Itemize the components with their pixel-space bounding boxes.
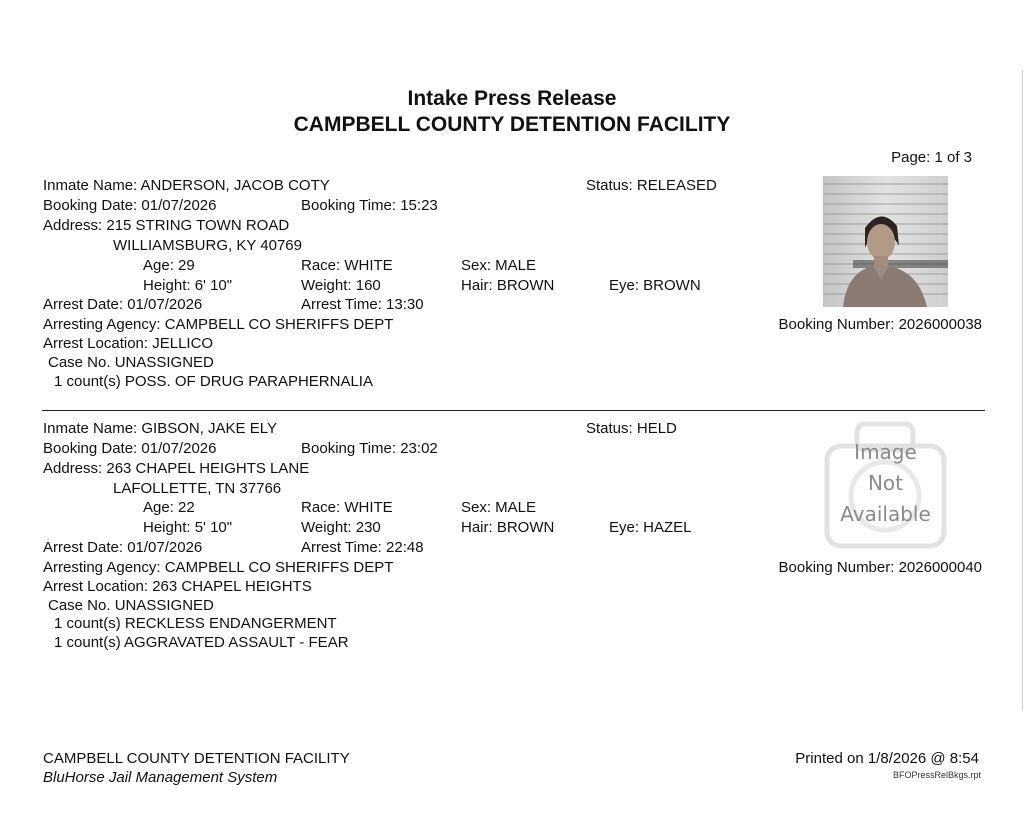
arrest-time: Arrest Time: 22:48 <box>301 539 424 556</box>
arrest-location: Arrest Location: 263 CHAPEL HEIGHTS <box>43 578 312 595</box>
arrest-location: Arrest Location: JELLICO <box>43 335 214 352</box>
inmate-name: Inmate Name: ANDERSON, JACOB COTY <box>43 177 330 194</box>
arrest-date: Arrest Date: 01/07/2026 <box>43 539 203 556</box>
printed-timestamp: Printed on 1/8/2026 @ 8:54 <box>795 750 979 767</box>
document-title: Intake Press Release <box>407 87 617 110</box>
eye: Eye: HAZEL <box>609 519 692 536</box>
booking-date: Booking Date: 01/07/2026 <box>43 197 217 214</box>
booking-time: Booking Time: 23:02 <box>301 440 438 457</box>
mugshot-image <box>823 176 948 307</box>
eye: Eye: BROWN <box>609 277 701 294</box>
height: Height: 6' 10" <box>143 277 233 294</box>
race: Race: WHITE <box>301 499 393 516</box>
address-line-2: LAFOLLETTE, TN 37766 <box>113 480 282 497</box>
inmate-name: Inmate Name: GIBSON, JAKE ELY <box>43 420 277 437</box>
status: Status: HELD <box>586 420 677 437</box>
booking-date: Booking Date: 01/07/2026 <box>43 440 217 457</box>
arrest-date: Arrest Date: 01/07/2026 <box>43 296 203 313</box>
footer-system-name: BluHorse Jail Management System <box>43 769 278 786</box>
charge-line: 1 count(s) AGGRAVATED ASSAULT - FEAR <box>54 634 349 651</box>
weight: Weight: 160 <box>301 277 381 294</box>
arrest-time: Arrest Time: 13:30 <box>301 296 424 313</box>
no-image-text-line3: Available <box>840 502 931 526</box>
hair: Hair: BROWN <box>461 519 555 536</box>
facility-title: CAMPBELL COUNTY DETENTION FACILITY <box>293 113 731 136</box>
charge-line: 1 count(s) RECKLESS ENDANGERMENT <box>54 615 337 632</box>
case-number: Case No. UNASSIGNED <box>48 354 214 371</box>
address-line-1: Address: 215 STRING TOWN ROAD <box>43 217 290 234</box>
no-image-text-line1: Image <box>854 440 917 464</box>
image-not-available-placeholder <box>823 418 948 553</box>
height: Height: 5' 10" <box>143 519 233 536</box>
status: Status: RELEASED <box>586 177 717 194</box>
hair: Hair: BROWN <box>461 277 555 294</box>
case-number: Case No. UNASSIGNED <box>48 597 214 614</box>
charge-line: 1 count(s) POSS. OF DRUG PARAPHERNALIA <box>54 373 373 390</box>
no-image-text-line2: Not <box>867 471 904 495</box>
mugshot-photo <box>823 176 948 307</box>
record-divider <box>42 410 985 411</box>
address-line-2: WILLIAMSBURG, KY 40769 <box>113 237 302 254</box>
report-filename: BFOPressRelBkgs.rpt <box>892 770 981 780</box>
booking-number: Booking Number: 2026000038 <box>778 316 982 333</box>
arresting-agency: Arresting Agency: CAMPBELL CO SHERIFFS DEPT <box>43 316 394 333</box>
booking-number: Booking Number: 2026000040 <box>778 559 982 576</box>
footer-organization: CAMPBELL COUNTY DETENTION FACILITY <box>43 750 350 767</box>
weight: Weight: 230 <box>301 519 381 536</box>
page-number: Page: 1 of 3 <box>891 149 972 166</box>
booking-time: Booking Time: 15:23 <box>301 197 438 214</box>
age: Age: 29 <box>143 257 195 274</box>
sex: Sex: MALE <box>461 499 537 516</box>
arresting-agency: Arresting Agency: CAMPBELL CO SHERIFFS DEPT <box>43 559 394 576</box>
page-edge <box>1022 70 1023 710</box>
age: Age: 22 <box>143 499 195 516</box>
race: Race: WHITE <box>301 257 393 274</box>
address-line-1: Address: 263 CHAPEL HEIGHTS LANE <box>43 460 310 477</box>
sex: Sex: MALE <box>461 257 537 274</box>
